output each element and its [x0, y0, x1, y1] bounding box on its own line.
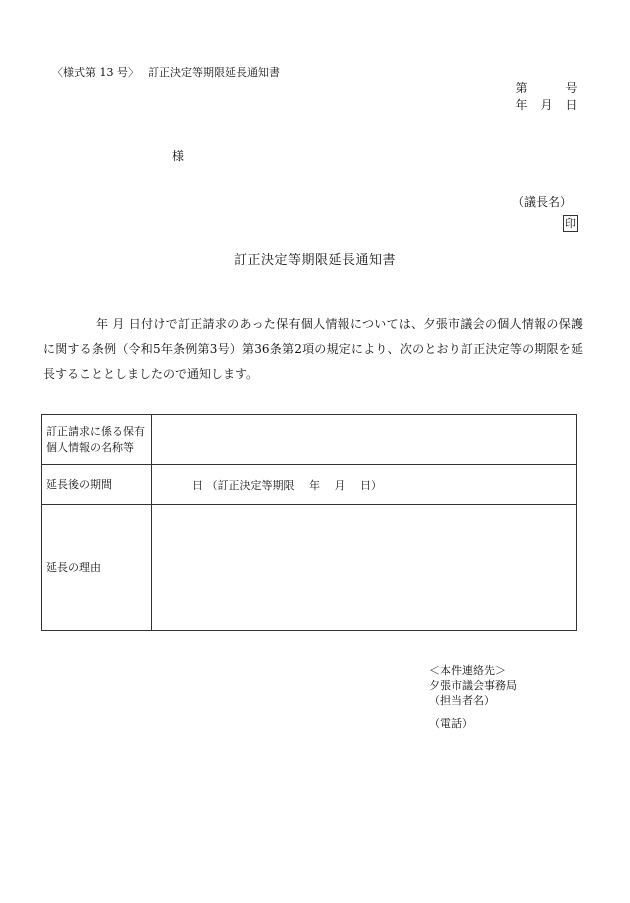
- body-text: [43, 312, 583, 387]
- info-table: [41, 414, 577, 631]
- row-label-extended-period: 延長後の期間: [42, 465, 152, 505]
- row-value-info-name: [152, 415, 577, 465]
- contact-block: [429, 663, 517, 731]
- row-label-reason: 延長の理由: [42, 505, 152, 631]
- document-title: 訂正決定等期限延長通知書: [233, 253, 396, 268]
- row-value-extended-period: 日 （訂正決定等期限 年 月 日）: [152, 465, 577, 505]
- contact-phone: （電話）: [429, 717, 473, 730]
- seal-mark: 印: [565, 217, 576, 230]
- table-row: [42, 505, 577, 631]
- notice-paragraph: 年 月 日付けで訂正請求のあった保有個人情報については、夕張市議会の個人情報の保護に関する条例（令和5年条例第3号）第36条第2項の規定により、次のとおり訂正決定等の期限を延長することとしましたので通知します。: [43, 317, 583, 381]
- sender-name: （議長名）: [511, 195, 572, 209]
- contact-heading: ＜本件連絡先＞: [429, 664, 506, 677]
- row-value-reason: [152, 505, 577, 631]
- contact-person: （担当者名）: [429, 694, 495, 707]
- document-number: 第 号: [515, 81, 578, 95]
- document-date: 年 月 日: [515, 98, 578, 112]
- row-label-info-name: 訂正請求に係る保有個人情報の名称等: [42, 415, 152, 465]
- contact-office: 夕張市議会事務局: [429, 679, 517, 692]
- form-number-label: 〈様式第 13 号〉 訂正決定等期限延長通知書: [52, 66, 280, 79]
- addressee-honorific: 様: [172, 149, 185, 163]
- table-row: [42, 465, 577, 505]
- table-row: [42, 415, 577, 465]
